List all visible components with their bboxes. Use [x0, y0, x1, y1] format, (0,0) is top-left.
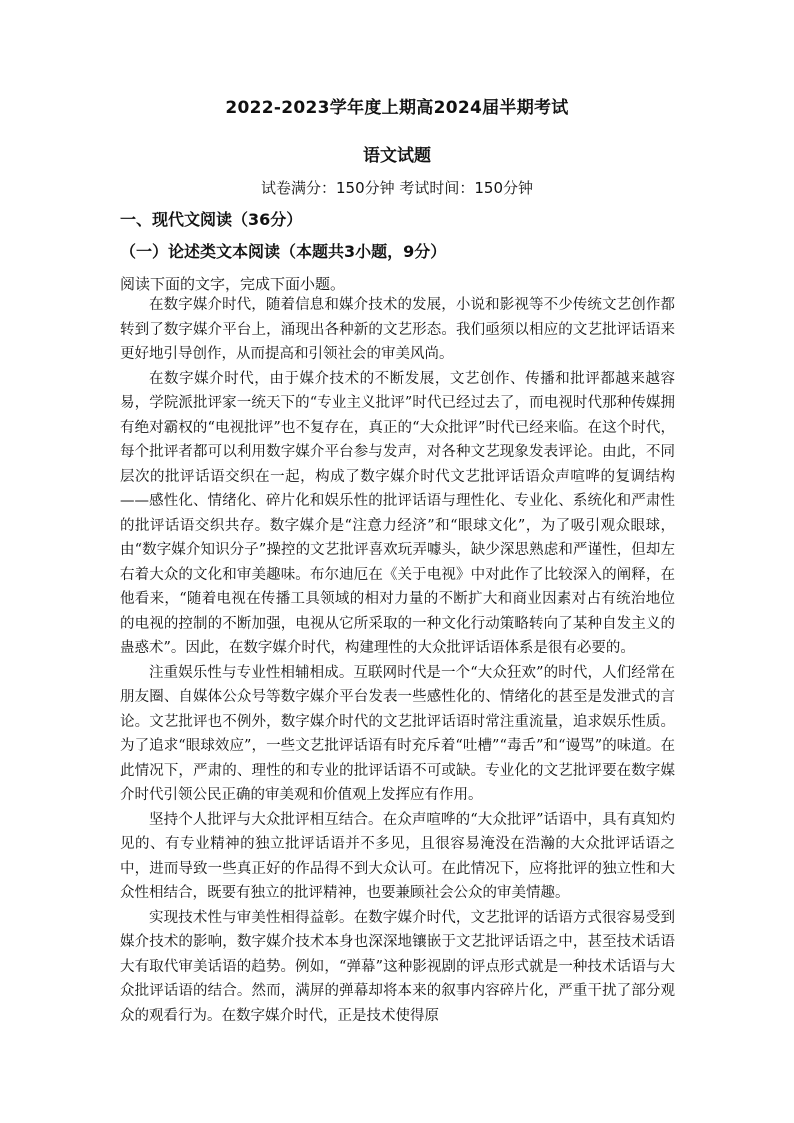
passage-paragraph: 在数字媒介时代，随着信息和媒介技术的发展，小说和影视等不少传统文艺创作都转到了数字媒介平台上，涌现出各种新的文艺形态。我们亟须以相应的文艺批评话语来更好地引导创作，从而提高和引领社会的审美风尚。: [120, 297, 675, 362]
passage-paragraph: 注重娱乐性与专业性相辅相成。互联网时代是一个“大众狂欢”的时代，人们经常在朋友圈、自媒体公众号等数字媒介平台发表一些感性化的、情绪化的甚至是发泄式的言论。文艺批评也不例外，数字媒介时代的文艺批评话语时常注重流量，追求娱乐性质。为了追求“眼球效应”，一些文艺批评话语有时充斥着“吐槽”“毒舌”和“谩骂”的味道。在此情况下，严肃的、理性的和专业的批评话语不可或缺。专业化的文艺批评要在数字媒介时代引领公民正确的审美观和价值观上发挥应有作用。: [120, 664, 675, 803]
subject-title: 语文试题: [363, 146, 431, 166]
section-heading: 一、现代文阅读（36分）: [120, 210, 303, 229]
reading-instruction: 阅读下面的文字，完成下面小题。: [120, 275, 346, 293]
passage-paragraph: 坚持个人批评与大众批评相互结合。在众声喧哗的“大众批评”话语中，具有真知灼见的、有专业精神的独立批评话语并不多见，且很容易淹没在浩瀚的大众批评话语之中，进而导致一些真正好的作品得不到大众认可。在此情况下，应将批评的独立性和大众性相结合，既要有独立的批评精神，也要兼顾社会公众的审美情趣。: [120, 811, 675, 901]
exam-title: 2022-2023学年度上期高2024届半期考试: [225, 98, 569, 118]
passage-paragraph: 在数字媒介时代，由于媒介技术的不断发展，文艺创作、传播和批评都越来越容易，学院派批评家一统天下的“专业主义批评”时代已经过去了，而电视时代那种传媒拥有绝对霸权的“电视批评”也不复存在，真正的“大众批评”时代已经来临。在这个时代，每个批评者都可以利用数字媒介平台参与发声，对各种文艺现象发表评论。由此，不同层次的批评话语交织在一起，构成了数字媒介时代文艺批评话语众声喧哗的复调结构——感性化、情绪化、碎片化和娱乐性的批评话语与理性化、专业化、系统化和严肃性的批评话语交织共存。数字媒介是“注意力经济”和“眼球文化”，为了吸引观众眼球，由“数字媒介知识分子”操控的文艺批评喜欢玩弄噱头，缺少深思熟虑和严谨性，但却左右着大众的文化和审美趣味。布尔迪厄在《关于电视》中对此作了比较深入的阐释，在他看来，“随着电视在传播工具领域的相对力量的不断扩大和商业因素对占有统治地位的电视的控制的不断加强，电视从它所采取的一种文化行动策略转向了某种自发主义的蛊惑术”。因此，在数字媒介时代，构建理性的大众批评话语体系是很有必要的。: [120, 370, 675, 656]
exam-info: 试卷满分：150分钟 考试时间：150分钟: [260, 179, 534, 197]
subsection-heading: （一）论述类文本阅读（本题共3小题，9分）: [120, 242, 447, 261]
reading-passage: [120, 293, 675, 1028]
passage-paragraph: 实现技术性与审美性相得益彰。在数字媒介时代，文艺批评的话语方式很容易受到媒介技术的影响，数字媒介技术本身也深深地镶嵌于文艺批评话语之中，甚至技术话语大有取代审美话语的趋势。例如，“弹幕”这种影视剧的评点形式就是一种技术话语与大众批评话语的结合。然而，满屏的弹幕却将本来的叙事内容碎片化，严重干扰了部分观众的观看行为。在数字媒介时代，正是技术使得原: [120, 909, 675, 1024]
